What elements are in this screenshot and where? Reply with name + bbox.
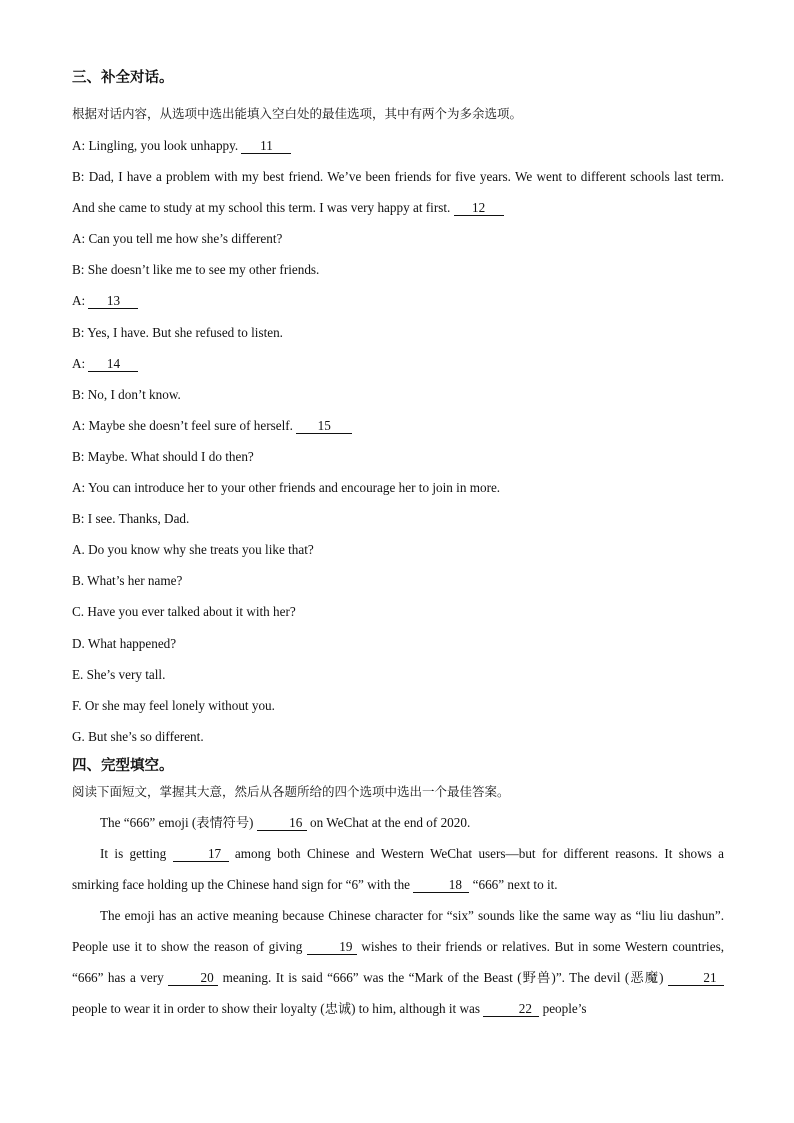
dialogue-line [72,161,724,223]
dialogue-line: B: Maybe. What should I do then? [72,448,254,464]
answer-blank[interactable]: 21 [668,970,724,986]
passage-text: The “666” emoji (表情符号) [100,814,257,830]
dialogue-line: A: You can introduce her to your other friends and encourage her to join in more. [72,480,501,496]
passage-text: people to wear it in order to show their loyalty (忠诚) to him, although it was [72,1001,484,1017]
passage-text: people’s [539,1001,587,1017]
answer-blank[interactable]: 20 [168,970,218,986]
document-page [72,62,724,1025]
dialogue-line [72,410,724,441]
answer-blank[interactable]: 13 [88,293,138,309]
passage-paragraph [72,900,724,1024]
dialogue-line: B: Yes, I have. But she refused to listen. [72,324,283,340]
answer-blank[interactable]: 19 [307,939,357,955]
dialogue-line: B: No, I don’t know. [72,386,181,402]
passage-paragraph [72,807,724,838]
answer-blank[interactable]: 17 [173,846,229,862]
dialogue-text: A: Lingling, you look unhappy. [72,138,242,153]
dialogue-line [72,130,724,161]
dialogue-line [72,285,724,316]
passage-text: on WeChat at the end of 2020. [306,814,471,830]
section3-instruction: 根据对话内容，从选项中选出能填入空白处的最佳选项，其中有两个为多余选项。 [72,106,523,121]
option-item: B. What’s her name? [72,573,183,589]
passage-text: among both Chinese and Western WeChat users—but for different reasons. It shows a smirking face holding up the Chinese hand sign for “6” with the [72,845,724,893]
passage-text: wishes to their friends or relatives. But in some Western countries, “666” has a very [72,939,724,986]
dialogue-line [72,348,724,379]
section3-heading: 三、补全对话。 [72,70,174,86]
passage [72,807,724,1025]
answer-blank[interactable]: 18 [413,877,469,893]
passage-text: The emoji has an active meaning because Chinese character for “six” sounds like the same way as “liu liu dashun”. People use it to show the reason of giving [72,908,724,955]
answer-blank[interactable]: 22 [483,1001,539,1017]
answer-blank[interactable]: 12 [454,200,504,216]
section4-instruction: 阅读下面短文，掌握其大意，然后从各题所给的四个选项中选出一个最佳答案。 [72,783,510,799]
passage-paragraph [72,838,724,900]
dialogue-line: B: I see. Thanks, Dad. [72,511,190,527]
dialogue-line: B: She doesn’t like me to see my other friends. [72,262,320,278]
option-item: A. Do you know why she treats you like that? [72,542,314,558]
dialogue-text: A: [72,355,89,371]
section4-heading: 四、完型填空。 [72,757,174,774]
answer-blank[interactable]: 11 [241,138,291,154]
option-item: D. What happened? [72,635,177,651]
option-item: E. She’s very tall. [72,666,166,682]
dialogue-text: B: Dad, I have a problem with my best friend. We’ve been friends for five years. We went to different schools last term. And she came to study at my school this term. I was very happy at first. [72,169,724,216]
option-list [72,534,724,752]
passage-text: It is getting [100,845,173,861]
dialogue [72,130,724,534]
answer-blank[interactable]: 16 [257,815,307,831]
answer-blank[interactable]: 15 [296,418,352,434]
option-item: G. But she’s so different. [72,728,204,744]
dialogue-line: A: Can you tell me how she’s different? [72,231,283,247]
option-item: C. Have you ever talked about it with her? [72,604,296,620]
answer-blank[interactable]: 14 [88,356,138,372]
dialogue-text: A: [72,293,89,309]
passage-text: “666” next to it. [469,877,558,893]
dialogue-text: A: Maybe she doesn’t feel sure of herself. [72,417,297,433]
passage-text: meaning. It is said “666” was the “Mark of the Beast (野兽)”. The devil (恶魔) [218,970,668,986]
option-item: F. Or she may feel lonely without you. [72,697,275,713]
